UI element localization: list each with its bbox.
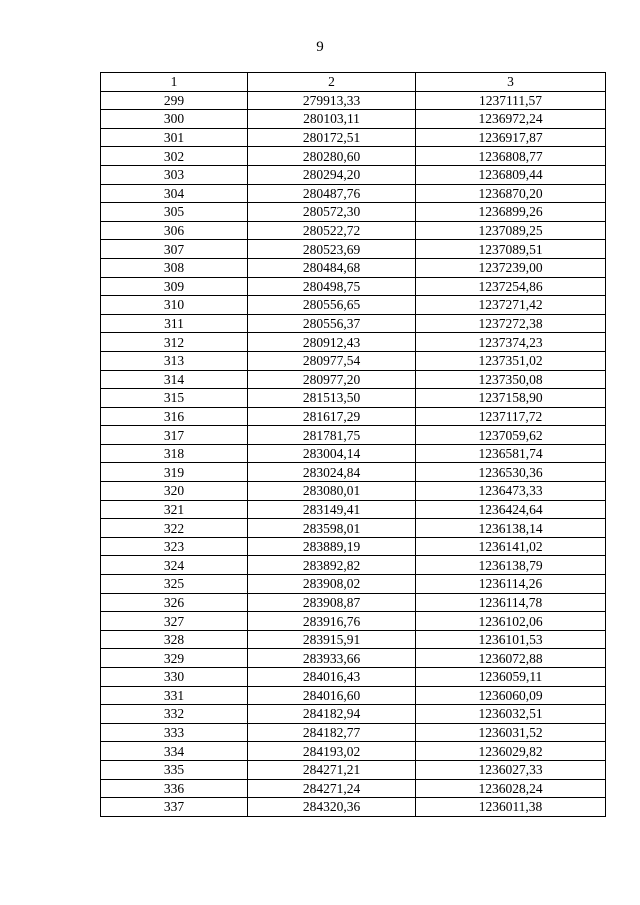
point-number-cell: 302 (101, 147, 248, 166)
table-row (101, 314, 606, 333)
x-coordinate-cell: 283004,14 (248, 444, 416, 463)
point-number-cell: 317 (101, 426, 248, 445)
y-coordinate-cell: 1237117,72 (416, 407, 606, 426)
table-row (101, 537, 606, 556)
x-coordinate-cell: 280103,11 (248, 110, 416, 129)
point-number-cell: 315 (101, 389, 248, 408)
y-coordinate-cell: 1236138,79 (416, 556, 606, 575)
x-coordinate-cell: 280556,37 (248, 314, 416, 333)
point-number-cell: 316 (101, 407, 248, 426)
x-coordinate-cell: 283149,41 (248, 500, 416, 519)
y-coordinate-cell: 1236530,36 (416, 463, 606, 482)
y-coordinate-cell: 1236059,11 (416, 668, 606, 687)
table-row (101, 668, 606, 687)
table-row (101, 686, 606, 705)
table-row (101, 426, 606, 445)
x-coordinate-cell: 283933,66 (248, 649, 416, 668)
table-row (101, 407, 606, 426)
point-number-cell: 300 (101, 110, 248, 129)
table-row (101, 296, 606, 315)
table-row (101, 593, 606, 612)
point-number-cell: 336 (101, 779, 248, 798)
table-row (101, 556, 606, 575)
y-coordinate-cell: 1236029,82 (416, 742, 606, 761)
point-number-cell: 303 (101, 165, 248, 184)
table-row (101, 705, 606, 724)
table-row (101, 575, 606, 594)
table-row (101, 798, 606, 817)
x-coordinate-cell: 280977,20 (248, 370, 416, 389)
y-coordinate-cell: 1237350,08 (416, 370, 606, 389)
table-row (101, 444, 606, 463)
y-coordinate-cell: 1236899,26 (416, 203, 606, 222)
table-header-row (101, 73, 606, 92)
x-coordinate-cell: 284016,60 (248, 686, 416, 705)
y-coordinate-cell: 1237272,38 (416, 314, 606, 333)
x-coordinate-cell: 280498,75 (248, 277, 416, 296)
x-coordinate-cell: 283024,84 (248, 463, 416, 482)
point-number-cell: 329 (101, 649, 248, 668)
point-number-cell: 308 (101, 258, 248, 277)
page-number: 9 (316, 39, 324, 55)
y-coordinate-cell: 1237111,57 (416, 91, 606, 110)
y-coordinate-cell: 1237239,00 (416, 258, 606, 277)
table-row (101, 277, 606, 296)
x-coordinate-cell: 281781,75 (248, 426, 416, 445)
x-coordinate-cell: 281617,29 (248, 407, 416, 426)
point-number-cell: 319 (101, 463, 248, 482)
x-coordinate-cell: 280280,60 (248, 147, 416, 166)
point-number-cell: 321 (101, 500, 248, 519)
table-row (101, 258, 606, 277)
table-row (101, 147, 606, 166)
x-coordinate-cell: 283908,87 (248, 593, 416, 612)
table-row (101, 370, 606, 389)
point-number-cell: 312 (101, 333, 248, 352)
x-coordinate-cell: 280912,43 (248, 333, 416, 352)
point-number-cell: 325 (101, 575, 248, 594)
point-number-cell: 328 (101, 630, 248, 649)
x-coordinate-cell: 280522,72 (248, 221, 416, 240)
y-coordinate-cell: 1236972,24 (416, 110, 606, 129)
y-coordinate-cell: 1236072,88 (416, 649, 606, 668)
table-row (101, 760, 606, 779)
column-header-1: 1 (101, 73, 248, 92)
point-number-cell: 311 (101, 314, 248, 333)
x-coordinate-cell: 280572,30 (248, 203, 416, 222)
table-row (101, 333, 606, 352)
y-coordinate-cell: 1236114,26 (416, 575, 606, 594)
point-number-cell: 299 (101, 91, 248, 110)
y-coordinate-cell: 1236060,09 (416, 686, 606, 705)
y-coordinate-cell: 1236102,06 (416, 612, 606, 631)
table-row (101, 389, 606, 408)
point-number-cell: 332 (101, 705, 248, 724)
table-row (101, 184, 606, 203)
x-coordinate-cell: 284016,43 (248, 668, 416, 687)
x-coordinate-cell: 283892,82 (248, 556, 416, 575)
point-number-cell: 327 (101, 612, 248, 631)
table-row (101, 165, 606, 184)
column-header-2: 2 (248, 73, 416, 92)
x-coordinate-cell: 284182,94 (248, 705, 416, 724)
x-coordinate-cell: 280556,65 (248, 296, 416, 315)
coordinates-table (100, 72, 606, 817)
table-row (101, 723, 606, 742)
y-coordinate-cell: 1236032,51 (416, 705, 606, 724)
table-row (101, 612, 606, 631)
point-number-cell: 335 (101, 760, 248, 779)
y-coordinate-cell: 1237059,62 (416, 426, 606, 445)
point-number-cell: 309 (101, 277, 248, 296)
y-coordinate-cell: 1236809,44 (416, 165, 606, 184)
y-coordinate-cell: 1236473,33 (416, 482, 606, 501)
y-coordinate-cell: 1237089,25 (416, 221, 606, 240)
y-coordinate-cell: 1236917,87 (416, 128, 606, 147)
y-coordinate-cell: 1236870,20 (416, 184, 606, 203)
y-coordinate-cell: 1236138,14 (416, 519, 606, 538)
y-coordinate-cell: 1236581,74 (416, 444, 606, 463)
x-coordinate-cell: 283889,19 (248, 537, 416, 556)
point-number-cell: 307 (101, 240, 248, 259)
table-row (101, 203, 606, 222)
point-number-cell: 313 (101, 351, 248, 370)
x-coordinate-cell: 284182,77 (248, 723, 416, 742)
y-coordinate-cell: 1237089,51 (416, 240, 606, 259)
table-row (101, 110, 606, 129)
point-number-cell: 324 (101, 556, 248, 575)
point-number-cell: 314 (101, 370, 248, 389)
y-coordinate-cell: 1236114,78 (416, 593, 606, 612)
point-number-cell: 320 (101, 482, 248, 501)
table-row (101, 463, 606, 482)
y-coordinate-cell: 1236424,64 (416, 500, 606, 519)
y-coordinate-cell: 1237158,90 (416, 389, 606, 408)
point-number-cell: 306 (101, 221, 248, 240)
x-coordinate-cell: 284271,24 (248, 779, 416, 798)
point-number-cell: 323 (101, 537, 248, 556)
x-coordinate-cell: 280523,69 (248, 240, 416, 259)
y-coordinate-cell: 1237271,42 (416, 296, 606, 315)
x-coordinate-cell: 284271,21 (248, 760, 416, 779)
column-header-3: 3 (416, 73, 606, 92)
point-number-cell: 301 (101, 128, 248, 147)
x-coordinate-cell: 283908,02 (248, 575, 416, 594)
point-number-cell: 310 (101, 296, 248, 315)
y-coordinate-cell: 1236031,52 (416, 723, 606, 742)
point-number-cell: 304 (101, 184, 248, 203)
x-coordinate-cell: 284193,02 (248, 742, 416, 761)
x-coordinate-cell: 283915,91 (248, 630, 416, 649)
y-coordinate-cell: 1236101,53 (416, 630, 606, 649)
table-row (101, 221, 606, 240)
y-coordinate-cell: 1236027,33 (416, 760, 606, 779)
table-row (101, 779, 606, 798)
point-number-cell: 331 (101, 686, 248, 705)
table-row (101, 240, 606, 259)
x-coordinate-cell: 280484,68 (248, 258, 416, 277)
x-coordinate-cell: 280487,76 (248, 184, 416, 203)
point-number-cell: 334 (101, 742, 248, 761)
point-number-cell: 330 (101, 668, 248, 687)
table-row (101, 482, 606, 501)
y-coordinate-cell: 1236011,38 (416, 798, 606, 817)
y-coordinate-cell: 1236028,24 (416, 779, 606, 798)
x-coordinate-cell: 280977,54 (248, 351, 416, 370)
x-coordinate-cell: 283916,76 (248, 612, 416, 631)
x-coordinate-cell: 283598,01 (248, 519, 416, 538)
point-number-cell: 333 (101, 723, 248, 742)
y-coordinate-cell: 1236808,77 (416, 147, 606, 166)
x-coordinate-cell: 281513,50 (248, 389, 416, 408)
table-row (101, 351, 606, 370)
point-number-cell: 326 (101, 593, 248, 612)
x-coordinate-cell: 284320,36 (248, 798, 416, 817)
table-row (101, 500, 606, 519)
point-number-cell: 337 (101, 798, 248, 817)
y-coordinate-cell: 1237351,02 (416, 351, 606, 370)
table-row (101, 519, 606, 538)
table-row (101, 649, 606, 668)
table-row (101, 630, 606, 649)
table-row (101, 742, 606, 761)
table-row (101, 128, 606, 147)
y-coordinate-cell: 1237374,23 (416, 333, 606, 352)
point-number-cell: 318 (101, 444, 248, 463)
x-coordinate-cell: 279913,33 (248, 91, 416, 110)
table-row (101, 91, 606, 110)
y-coordinate-cell: 1237254,86 (416, 277, 606, 296)
y-coordinate-cell: 1236141,02 (416, 537, 606, 556)
x-coordinate-cell: 283080,01 (248, 482, 416, 501)
x-coordinate-cell: 280294,20 (248, 165, 416, 184)
point-number-cell: 305 (101, 203, 248, 222)
point-number-cell: 322 (101, 519, 248, 538)
x-coordinate-cell: 280172,51 (248, 128, 416, 147)
table-body (101, 91, 606, 816)
